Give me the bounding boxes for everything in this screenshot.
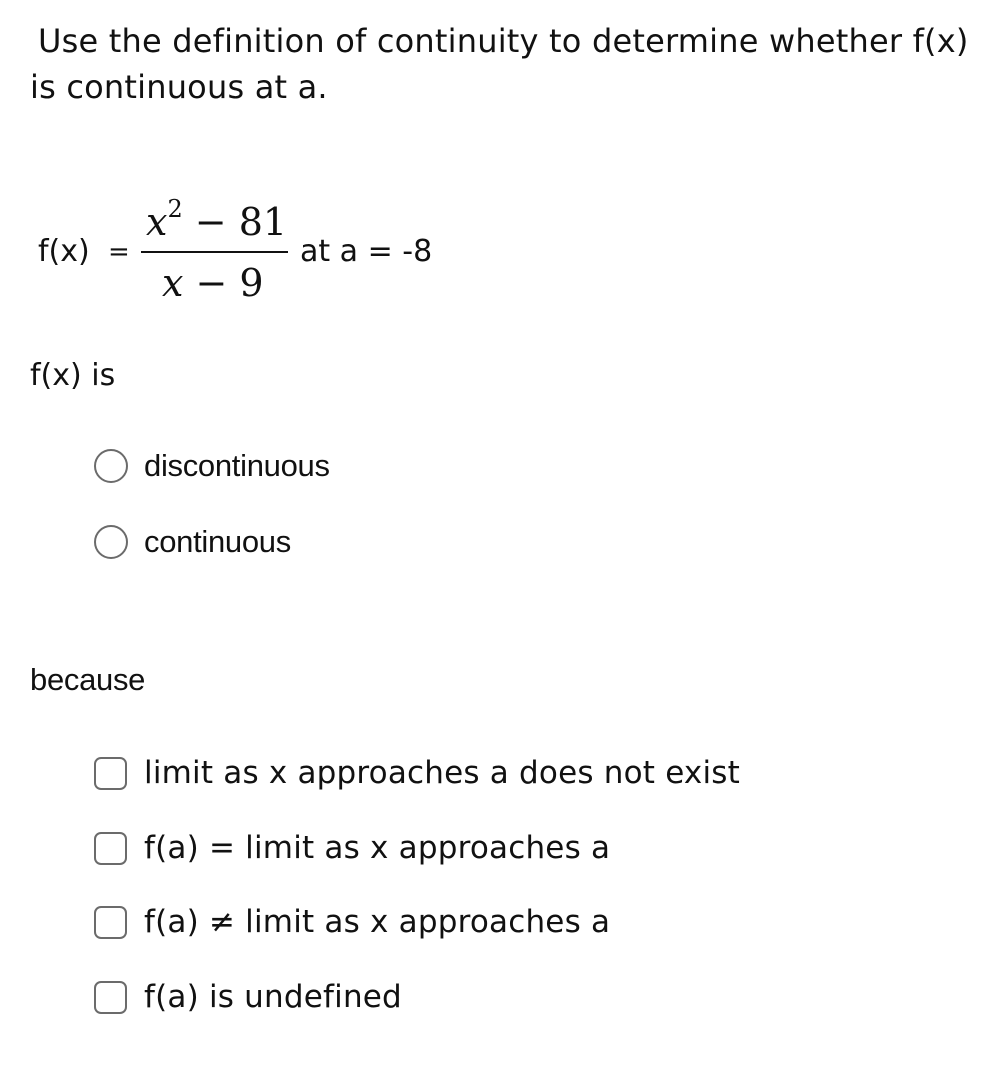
- because-label: because: [30, 662, 146, 697]
- radio-label[interactable]: discontinuous: [144, 448, 330, 483]
- checkbox-option-fa-equals-limit[interactable]: [94, 827, 610, 869]
- numerator-constant: − 81: [182, 200, 288, 244]
- fraction-denominator: [162, 261, 264, 305]
- radio-option-continuous[interactable]: [94, 522, 291, 562]
- checkbox-option-fa-undefined[interactable]: [94, 976, 402, 1018]
- checkbox[interactable]: [94, 757, 127, 790]
- checkbox-label[interactable]: limit as x approaches a does not exist: [144, 755, 740, 791]
- checkbox[interactable]: [94, 906, 127, 939]
- evaluation-point: at a = -8: [300, 234, 433, 269]
- radio-option-discontinuous[interactable]: [94, 446, 330, 486]
- question-prompt-line-1: Use the definition of continuity to determine whether f(x): [38, 22, 969, 60]
- checkbox-option-fa-not-equals-limit[interactable]: [94, 901, 610, 943]
- checkbox-label[interactable]: f(a) is undefined: [144, 979, 402, 1015]
- fraction-bar: [141, 251, 288, 253]
- radio-label[interactable]: continuous: [144, 524, 291, 559]
- equals-sign: =: [108, 237, 130, 267]
- fx-is-label: f(x) is: [30, 358, 116, 393]
- checkbox-label[interactable]: f(a) ≠ limit as x approaches a: [144, 904, 611, 940]
- question-prompt-line-2: is continuous at a.: [30, 68, 328, 106]
- numerator-variable: x: [146, 200, 168, 244]
- checkbox-label[interactable]: f(a) = limit as x approaches a: [144, 830, 611, 866]
- fraction-numerator: [146, 195, 288, 244]
- numerator-exponent: 2: [167, 195, 183, 224]
- denominator-variable: x: [162, 261, 184, 305]
- checkbox[interactable]: [94, 832, 127, 865]
- radio-button[interactable]: [94, 525, 128, 559]
- checkbox-option-limit-does-not-exist[interactable]: [94, 752, 740, 794]
- radio-button[interactable]: [94, 449, 128, 483]
- denominator-constant: − 9: [183, 261, 264, 305]
- checkbox[interactable]: [94, 981, 127, 1014]
- function-label: f(x): [38, 234, 90, 269]
